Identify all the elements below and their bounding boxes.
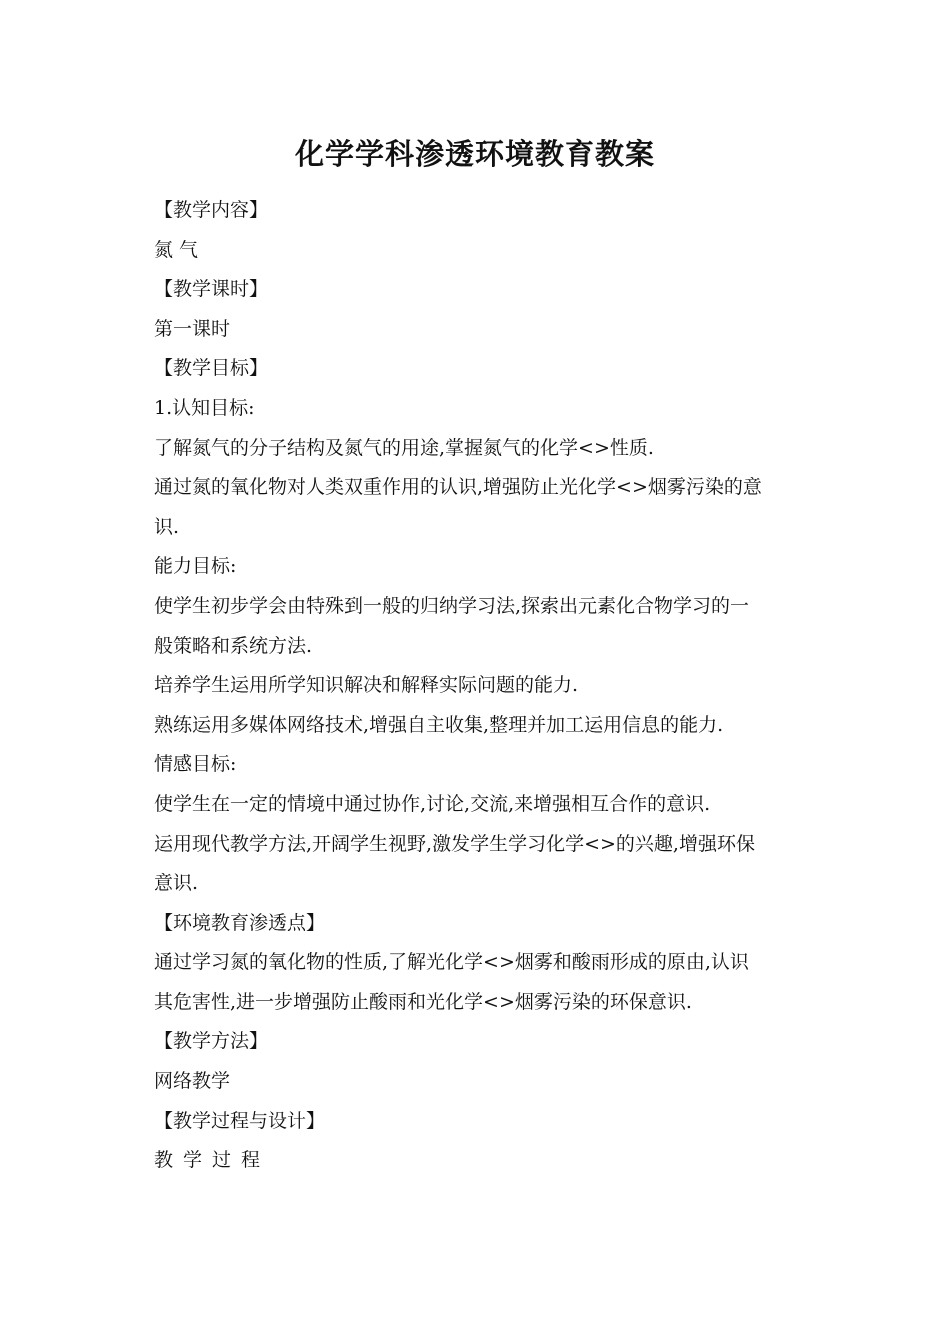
paragraph-line: 般策略和系统方法. — [154, 634, 313, 657]
page-title: 化学学科渗透环境教育教案 — [294, 137, 655, 171]
ability-objective-heading: 能力目标: — [154, 555, 237, 578]
paragraph-line: 其危害性,进一步增强防止酸雨和光化学<>烟雾污染的环保意识. — [154, 990, 692, 1013]
section-heading-period: 【教学课时】 — [154, 278, 269, 301]
section-heading-environment: 【环境教育渗透点】 — [154, 911, 326, 934]
period-text: 第一课时 — [154, 317, 231, 340]
paragraph-line: 通过学习氮的氧化物的性质,了解光化学<>烟雾和酸雨形成的原由,认识 — [154, 951, 749, 974]
paragraph-line: 通过氮的氧化物对人类双重作用的认识,增强防止光化学<>烟雾污染的意 — [154, 476, 762, 499]
cognitive-objective-heading: 1.认知目标: — [154, 396, 255, 419]
document-body — [154, 191, 804, 1181]
paragraph-line: 识. — [154, 515, 180, 538]
paragraph-line: 了解氮气的分子结构及氮气的用途,掌握氮气的化学<>性质. — [154, 436, 654, 459]
section-heading-content: 【教学内容】 — [154, 199, 269, 221]
paragraph-line: 培养学生运用所学知识解决和解释实际问题的能力. — [154, 674, 579, 697]
method-text: 网络教学 — [154, 1070, 231, 1093]
section-heading-process: 【教学过程与设计】 — [154, 1109, 326, 1132]
paragraph-line: 使学生在一定的情境中通过协作,讨论,交流,来增强相互合作的意识. — [154, 792, 711, 815]
process-label: 教学过程 — [154, 1149, 271, 1172]
paragraph-line: 熟练运用多媒体网络技术,增强自主收集,整理并加工运用信息的能力. — [154, 713, 724, 736]
paragraph-line: 意识. — [154, 872, 199, 895]
paragraph-line: 使学生初步学会由特殊到一般的归纳学习法,探索出元素化合物学习的一 — [154, 594, 750, 617]
emotional-objective-heading: 情感目标: — [154, 753, 237, 776]
section-heading-objectives: 【教学目标】 — [154, 357, 269, 380]
content-text: 氮 气 — [154, 238, 199, 261]
paragraph-line: 运用现代教学方法,开阔学生视野,激发学生学习化学<>的兴趣,增强环保 — [154, 832, 755, 855]
section-heading-method: 【教学方法】 — [154, 1030, 269, 1053]
